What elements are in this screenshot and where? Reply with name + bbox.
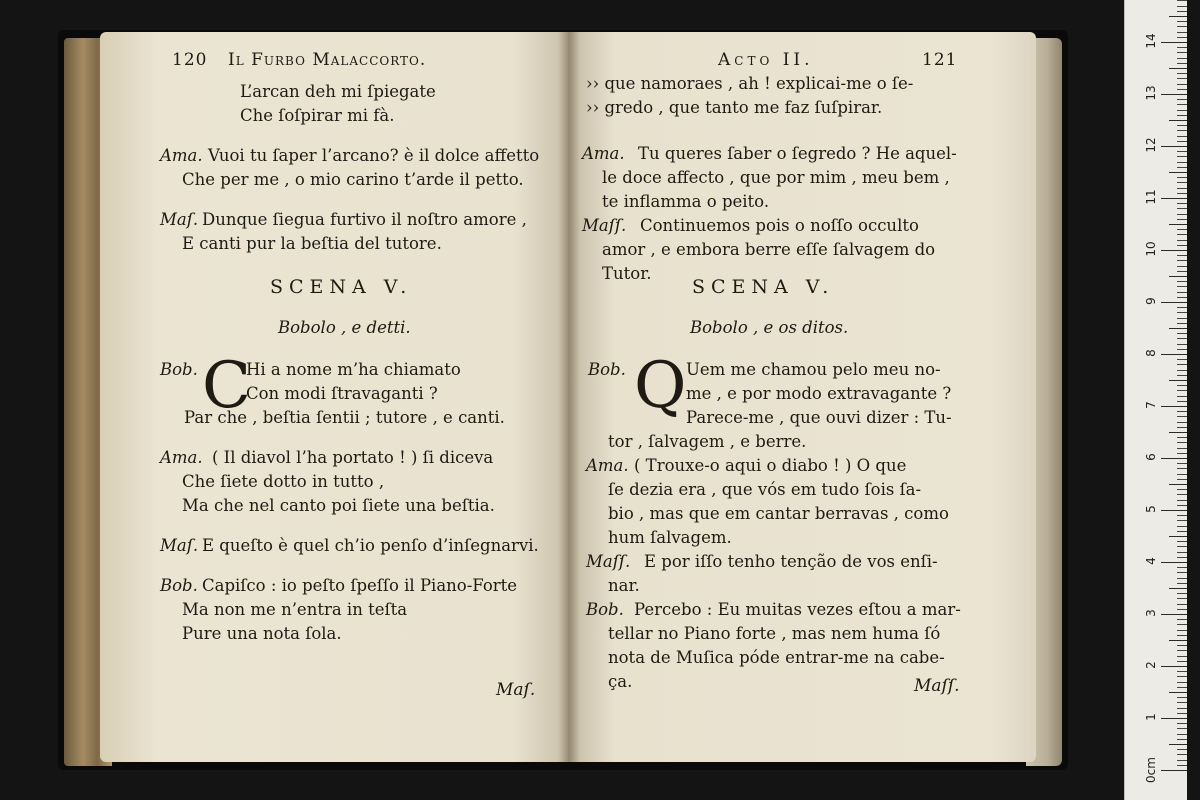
text-line: Uem me chamou pelo meu no- (686, 360, 941, 379)
text-line: Parece-me , que ouvi dizer : Tu- (686, 408, 952, 427)
ruler-tick (1169, 380, 1187, 381)
ruler-tick (1177, 401, 1187, 402)
ruler-tick (1177, 754, 1187, 755)
text-line: Che per me , o mio carino t’arde il petto. (182, 170, 524, 189)
ruler-tick (1177, 266, 1187, 267)
ruler-tick (1177, 32, 1187, 33)
ruler-tick (1177, 468, 1187, 469)
ruler-tick (1177, 676, 1187, 677)
text-line: Percebo : Eu muitas vezes eſtou a mar- (634, 600, 961, 619)
ruler-tick (1177, 21, 1187, 22)
ruler-tick (1161, 458, 1187, 459)
speaker-label: Maſ. (160, 536, 199, 555)
ruler-tick (1177, 650, 1187, 651)
running-title-left: Il Furbo Malaccorto. (228, 50, 427, 70)
ruler-number: 14 (1144, 33, 1158, 49)
ruler-tick (1177, 63, 1187, 64)
ruler-tick (1177, 203, 1187, 204)
text-line: Con modi ſtravaganti ? (246, 384, 438, 403)
ruler-tick (1177, 47, 1187, 48)
text-line: ›› gredo , que tanto me faz ſuſpirar. (586, 98, 883, 117)
ruler-tick (1177, 156, 1187, 157)
ruler-tick (1161, 302, 1187, 303)
ruler-tick (1161, 718, 1187, 719)
ruler-tick (1161, 198, 1187, 199)
ruler-tick (1177, 687, 1187, 688)
ruler-tick (1177, 297, 1187, 298)
ruler-tick (1161, 354, 1187, 355)
text-line: ›› que namoraes , ah ! explicai-me o ſe- (586, 74, 914, 93)
ruler-tick (1169, 692, 1187, 693)
text-line: Che ſoſpirar mi fà. (240, 106, 395, 125)
ruler-tick (1177, 219, 1187, 220)
scene-title: SCENA V. (692, 276, 835, 298)
ruler-tick (1177, 84, 1187, 85)
cast-list: Bobolo , e os ditos. (690, 318, 849, 337)
ruler-tick (1177, 437, 1187, 438)
ruler-tick (1177, 515, 1187, 516)
text-line: Ma che nel canto poi ſiete una beſtia. (182, 496, 495, 515)
ruler-tick (1177, 292, 1187, 293)
ruler-tick (1177, 370, 1187, 371)
ruler-tick (1177, 338, 1187, 339)
text-line: Capiſco : io peſto ſpeſſo il Piano-Forte (202, 576, 518, 595)
ruler-tick (1177, 713, 1187, 714)
ruler-tick (1177, 141, 1187, 142)
ruler-tick (1177, 136, 1187, 137)
ruler-tick (1177, 479, 1187, 480)
ruler-tick (1161, 614, 1187, 615)
catchword: Maſſ. (914, 676, 960, 696)
ruler-tick (1177, 552, 1187, 553)
ruler-tick (1169, 744, 1187, 745)
ruler-tick (1177, 58, 1187, 59)
speaker-label: Bob. (586, 600, 624, 619)
text-line: Dunque ſiegua furtivo il noſtro amore , (202, 210, 527, 229)
page-number-left: 120 (172, 50, 208, 70)
ruler-tick (1161, 250, 1187, 251)
ruler-number: 3 (1144, 609, 1158, 617)
text-line: le doce affecto , que por mim , meu bem , (602, 168, 950, 187)
ruler-tick (1177, 104, 1187, 105)
ruler-tick (1177, 182, 1187, 183)
ruler-tick (1177, 474, 1187, 475)
ruler-tick (1177, 749, 1187, 750)
ruler-tick (1177, 110, 1187, 111)
ruler-tick (1177, 255, 1187, 256)
text-line: Pure una nota ſola. (182, 624, 342, 643)
ruler-tick (1177, 162, 1187, 163)
ruler-tick (1177, 130, 1187, 131)
ruler-tick (1177, 708, 1187, 709)
ruler-tick (1177, 260, 1187, 261)
ruler-tick (1161, 94, 1187, 95)
ruler-tick (1177, 177, 1187, 178)
ruler-tick (1169, 68, 1187, 69)
ruler-number: 2 (1144, 661, 1158, 669)
ruler-tick (1177, 583, 1187, 584)
ruler-tick (1177, 734, 1187, 735)
ruler-tick (1177, 541, 1187, 542)
ruler-tick (1177, 125, 1187, 126)
ruler-number: 1 (1144, 713, 1158, 721)
ruler-tick (1177, 531, 1187, 532)
ruler-tick (1177, 229, 1187, 230)
ruler-tick (1177, 682, 1187, 683)
ruler-tick (1177, 593, 1187, 594)
ruler-tick (1177, 723, 1187, 724)
text-line: ( Trouxe-o aqui o diabo ! ) O que (634, 456, 907, 475)
ruler-tick (1169, 640, 1187, 641)
ruler-number: 8 (1144, 349, 1158, 357)
ruler-tick (1177, 760, 1187, 761)
ruler-tick (1177, 463, 1187, 464)
ruler-tick (1177, 416, 1187, 417)
speaker-label: Bob. (160, 360, 198, 379)
ruler-tick (1169, 276, 1187, 277)
ruler-tick (1177, 619, 1187, 620)
ruler-number: 11 (1144, 189, 1158, 205)
speaker-label: Ama. (586, 456, 629, 475)
ruler-tick (1161, 666, 1187, 667)
ruler-number: 12 (1144, 137, 1158, 153)
page-number-right: 121 (922, 50, 958, 70)
ruler-tick (1177, 188, 1187, 189)
ruler-tick (1161, 146, 1187, 147)
ruler-tick (1169, 536, 1187, 537)
ruler-tick (1177, 323, 1187, 324)
ruler-tick (1161, 406, 1187, 407)
ruler-tick (1177, 598, 1187, 599)
ruler-tick (1177, 151, 1187, 152)
ruler-tick (1177, 375, 1187, 376)
ruler-tick (1177, 697, 1187, 698)
ruler-tick (1169, 16, 1187, 17)
text-line: ( Il diavol l’ha portato ! ) ſi diceva (212, 448, 494, 467)
ruler-tick (1177, 448, 1187, 449)
ruler-tick (1177, 422, 1187, 423)
ruler-tick (1177, 271, 1187, 272)
left-page (100, 32, 570, 762)
ruler-tick (1177, 318, 1187, 319)
text-line: Vuoi tu ſaper l’arcano? è il dolce affetto (208, 146, 540, 165)
ruler-number: 13 (1144, 85, 1158, 101)
ruler-unit-label: 0cm (1144, 757, 1158, 783)
ruler-tick (1177, 0, 1187, 1)
ruler-tick (1177, 635, 1187, 636)
ruler-tick (1177, 526, 1187, 527)
scene-title: SCENA V. (270, 276, 413, 298)
ruler-tick (1177, 78, 1187, 79)
ruler-tick (1161, 562, 1187, 563)
ruler-tick (1177, 624, 1187, 625)
ruler-tick (1177, 609, 1187, 610)
running-title-right: Acto II. (718, 50, 814, 70)
ruler-tick (1177, 671, 1187, 672)
ruler-tick (1177, 427, 1187, 428)
speaker-label: Bob. (588, 360, 626, 379)
ruler-tick (1177, 208, 1187, 209)
speaker-label: Maſſ. (586, 552, 631, 571)
drop-cap: C (202, 349, 251, 423)
text-line: E canti pur la beſtia del tutore. (182, 234, 442, 253)
ruler-tick (1177, 765, 1187, 766)
ruler-tick (1177, 578, 1187, 579)
ruler-tick (1177, 442, 1187, 443)
ruler-tick (1177, 645, 1187, 646)
ruler-tick (1177, 307, 1187, 308)
text-line: tor , ſalvagem , e berre. (608, 432, 807, 451)
ruler-tick (1177, 26, 1187, 27)
ruler-tick (1177, 37, 1187, 38)
text-line: E queſto è quel ch’io penſo d’inſegnarvi. (202, 536, 539, 555)
ruler-tick (1177, 312, 1187, 313)
ruler-tick (1177, 728, 1187, 729)
text-line: ça. (608, 672, 633, 691)
ruler-tick (1177, 359, 1187, 360)
ruler-tick (1177, 546, 1187, 547)
ruler-tick (1177, 99, 1187, 100)
ruler-tick (1169, 588, 1187, 589)
ruler-tick (1169, 328, 1187, 329)
ruler-tick (1177, 572, 1187, 573)
ruler-tick (1177, 453, 1187, 454)
ruler-tick (1177, 661, 1187, 662)
ruler-number: 4 (1144, 557, 1158, 565)
ruler-tick (1177, 396, 1187, 397)
text-line: Continuemos pois o noſſo occulto (640, 216, 919, 235)
ruler-tick (1169, 432, 1187, 433)
text-line: E por iſſo tenho tenção de vos enſi- (644, 552, 938, 571)
speaker-label: Ama. (582, 144, 625, 163)
speaker-label: Ama. (160, 448, 203, 467)
ruler-tick (1177, 567, 1187, 568)
text-line: ſe dezia era , que vós em tudo ſois ſa- (608, 480, 922, 499)
ruler-number: 10 (1144, 241, 1158, 257)
ruler-tick (1177, 167, 1187, 168)
ruler-tick (1177, 214, 1187, 215)
speaker-label: Maſſ. (582, 216, 627, 235)
ruler-tick (1177, 364, 1187, 365)
ruler-tick (1177, 411, 1187, 412)
text-line: te inflamma o peito. (602, 192, 770, 211)
ruler-tick (1177, 505, 1187, 506)
ruler-tick (1177, 234, 1187, 235)
ruler-tick (1177, 390, 1187, 391)
text-line: Tu queres ſaber o ſegredo ? He aquel- (638, 144, 957, 163)
ruler-tick (1177, 385, 1187, 386)
ruler-number: 9 (1144, 297, 1158, 305)
text-line: nota de Muſica póde entrar-me na cabe- (608, 648, 945, 667)
ruler-tick (1177, 115, 1187, 116)
text-line: Ma non me n’entra in teſta (182, 600, 408, 619)
ruler-tick (1177, 500, 1187, 501)
ruler-number: 7 (1144, 401, 1158, 409)
text-line: amor , e embora berre eſſe ſalvagem do (602, 240, 936, 259)
ruler-tick (1177, 286, 1187, 287)
text-line: L’arcan deh mi ſpiegate (240, 82, 436, 101)
ruler-tick (1177, 656, 1187, 657)
text-line: Che ſiete dotto in tutto , (182, 472, 385, 491)
ruler-tick (1177, 557, 1187, 558)
ruler-tick (1161, 770, 1187, 771)
ruler-tick (1177, 333, 1187, 334)
ruler-tick (1177, 739, 1187, 740)
speaker-label: Ama. (160, 146, 203, 165)
text-line: Hi a nome m’ha chiamato (246, 360, 461, 379)
ruler-tick (1177, 6, 1187, 7)
speaker-label: Bob. (160, 576, 198, 595)
text-line: tellar no Piano forte , mas nem huma ſó (608, 624, 941, 643)
text-line: me , e por modo extravagante ? (686, 384, 952, 403)
ruler-tick (1177, 349, 1187, 350)
right-page (568, 32, 1036, 762)
ruler-tick (1169, 224, 1187, 225)
ruler-number: 6 (1144, 453, 1158, 461)
ruler-tick (1177, 281, 1187, 282)
drop-cap: Q (634, 349, 687, 423)
text-line: Par che , beſtia ſentii ; tutore , e canti. (184, 408, 505, 427)
ruler-tick (1177, 240, 1187, 241)
ruler-tick (1177, 73, 1187, 74)
speaker-label: Maſ. (160, 210, 199, 229)
text-line: Tutor. (602, 264, 652, 283)
ruler-tick (1177, 193, 1187, 194)
text-line: bio , mas que em cantar berravas , como (608, 504, 949, 523)
ruler-tick (1177, 89, 1187, 90)
ruler-tick (1177, 494, 1187, 495)
ruler-tick (1169, 172, 1187, 173)
ruler-number: 5 (1144, 505, 1158, 513)
ruler-tick (1169, 484, 1187, 485)
ruler-tick (1161, 510, 1187, 511)
ruler-tick (1177, 11, 1187, 12)
ruler-tick (1177, 344, 1187, 345)
measuring-ruler (1124, 0, 1187, 800)
ruler-tick (1177, 702, 1187, 703)
text-line: hum ſalvagem. (608, 528, 732, 547)
ruler-tick (1177, 630, 1187, 631)
ruler-tick (1177, 52, 1187, 53)
text-line: nar. (608, 576, 640, 595)
ruler-tick (1177, 245, 1187, 246)
ruler-tick (1177, 520, 1187, 521)
ruler-tick (1169, 120, 1187, 121)
ruler-tick (1161, 42, 1187, 43)
ruler-tick (1177, 604, 1187, 605)
cast-list: Bobolo , e detti. (278, 318, 411, 337)
book-gutter (558, 32, 580, 762)
catchword: Maſ. (496, 680, 536, 700)
ruler-tick (1177, 489, 1187, 490)
